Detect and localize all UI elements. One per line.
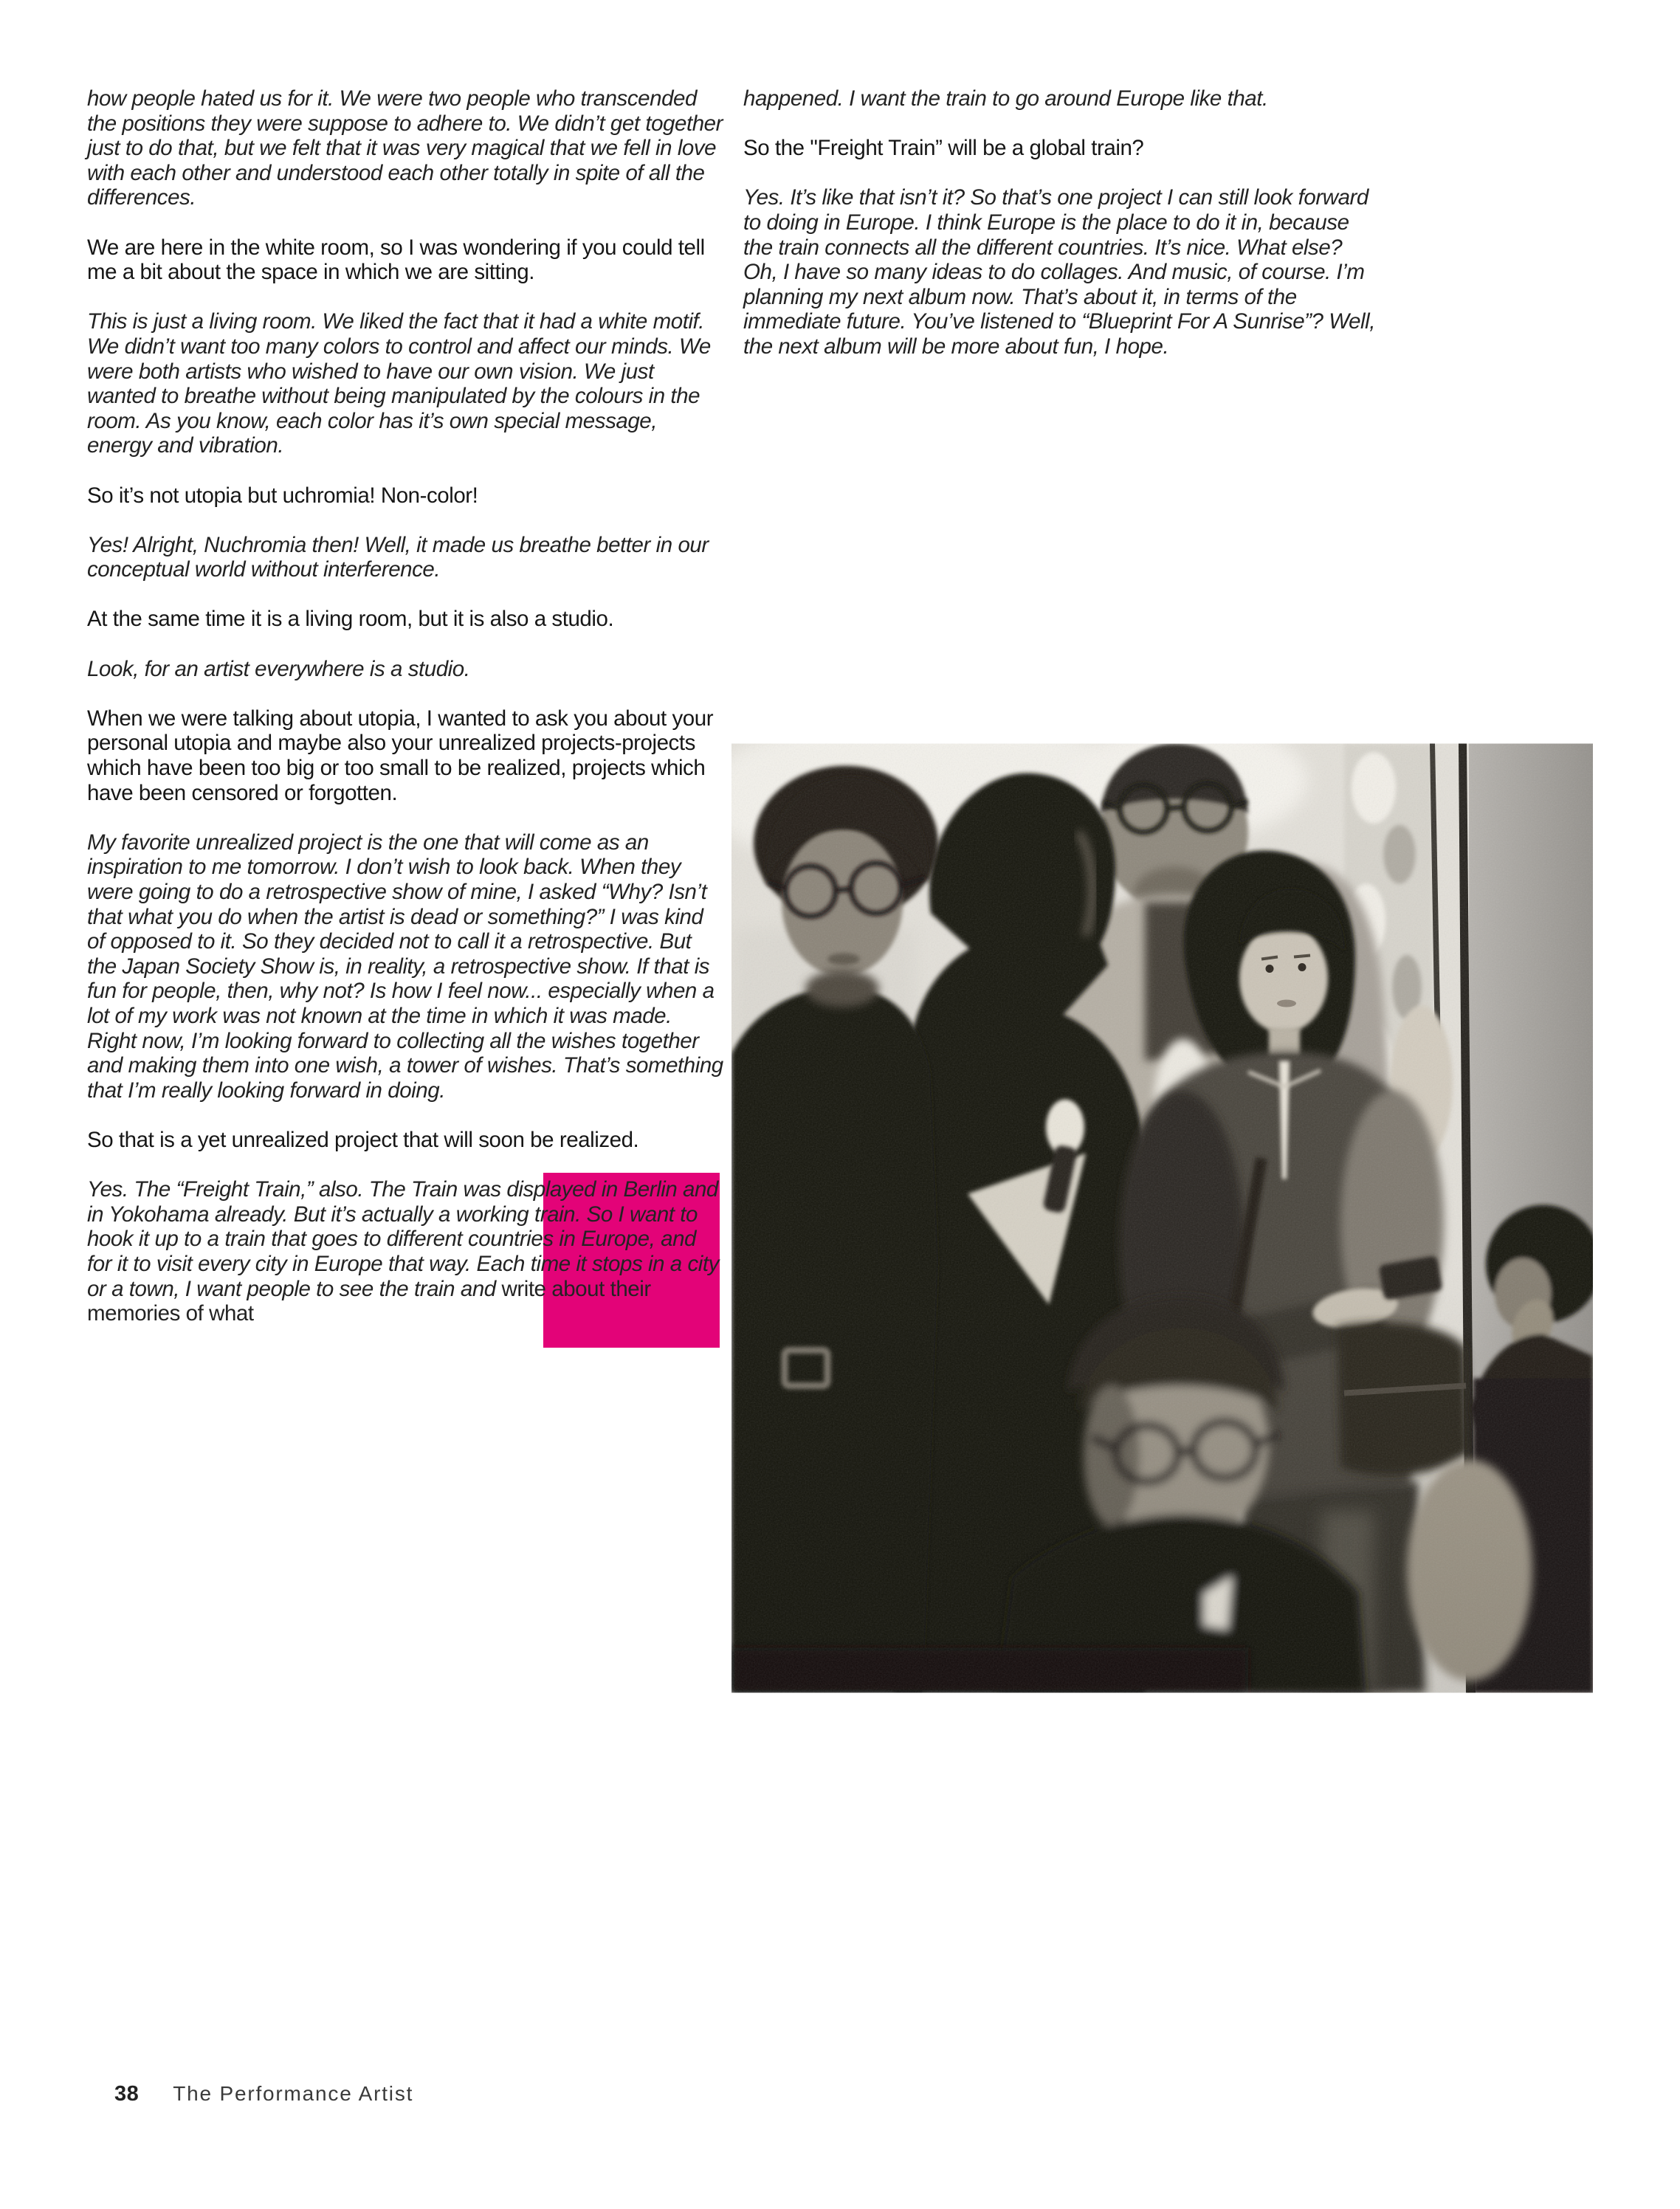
interview-question: We are here in the white room, so I was wondering if you could tell me a bit about the space in which we are sitting. [87, 235, 705, 285]
running-title: The Performance Artist [173, 2082, 414, 2105]
interview-answer: My favorite unrealized project is the one that will come as an inspiration to me tomorrow. I don’t wish to look back. When they were going to do a retrospective show of mine, I asked “Why? Isn’t that what you do when the artist is dead or something?” I was kind of opposed to it. So they decided not to call it a retrospective. But the Japan Society Show is, in reality, a retrospective show. If that is fun for people, then, why not? Is how I feel now... especially when a lot of my work was not known at the time in which it was made. Right now, I’m looking forward to collecting all the wishes together and making them into one wish, a tower of wishes. That’s something that I’m really looking forward in doing. [87, 830, 723, 1103]
interview-question: So the "Freight Train” will be a global train? [743, 136, 1144, 161]
answer-roman-tail: write about their memories of what [87, 1276, 651, 1326]
interview-answer: Look, for an artist everywhere is a studio. [87, 656, 470, 681]
right-column [743, 86, 1380, 384]
interview-question: At the same time it is a living room, but it is also a studio. [87, 607, 614, 632]
interview-answer: This is just a living room. We liked the fact that it had a white motif. We didn’t want too many colors to control and affect our minds. We were both artists who wished to have our own vision. We just wanted to breathe without being manipulated by the colours in the room. As you know, each color has it’s own special message, energy and vibration. [87, 309, 711, 458]
photograph-illustration [731, 743, 1593, 1693]
interview-question: So that is a yet unrealized project that will soon be realized. [87, 1127, 639, 1152]
answer-italic-text: Yes. The “Freight Train,” also. The Train was displayed in Berlin and in Yokohama already. But it’s actually a working train. So I want to hook it up to a train that goes to different countries in Europe, and for it to visit every city in Europe that way. Each time it stops in a city or a town, I want people to see the train and [87, 1177, 719, 1301]
page-footer [114, 2082, 413, 2106]
group-photograph [731, 743, 1593, 1693]
interview-question: When we were talking about utopia, I wanted to ask you about your personal utopia and maybe also your unrealized projects-projects which have been too big or too small to be realized, projects which have been censored or forgotten. [87, 706, 714, 805]
interview-answer: how people hated us for it. We were two people who transcended the positions they were suppose to adhere to. We didn’t get together just to do that, but we felt that it was very magical that we fell in love with each other and understood each other totally in spite of all the differences. [87, 86, 723, 210]
interview-answer [87, 1177, 723, 1326]
page-number: 38 [114, 2082, 140, 2106]
left-column [87, 86, 723, 1351]
interview-answer: Yes! Alright, Nuchromia then! Well, it made us breathe better in our conceptual world without interference. [87, 532, 709, 582]
interview-answer: Yes. It’s like that isn’t it? So that’s one project I can still look forward to doing in Europe. I think Europe is the place to do it in, because the train connects all the different countries. It’s nice. What else? Oh, I have so many ideas to do collages. And music, of course. I’m planning my next album now. That’s about it, in terms of the immediate future. You’ve listened to “Blueprint For A Sunrise”? Well, the next album will be more about fun, I hope. [743, 185, 1376, 359]
interview-question: So it’s not utopia but uchromia! Non-color! [87, 483, 478, 508]
interview-answer: happened. I want the train to go around Europe like that. [743, 86, 1268, 111]
